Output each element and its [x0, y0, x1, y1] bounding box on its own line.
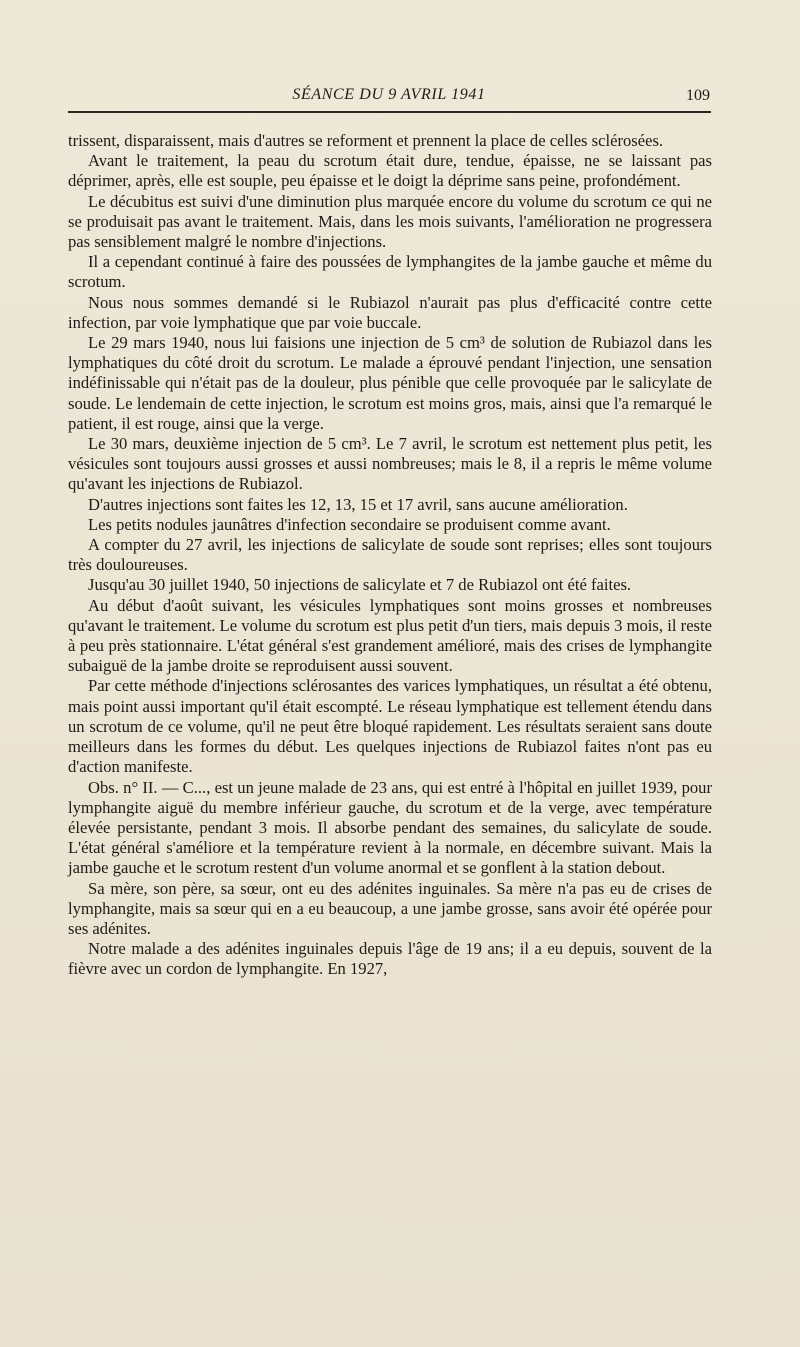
paragraph: Il a cependant continué à faire des poussées de lymphangites de la jambe gauche et même du scrotum.	[68, 252, 712, 292]
paragraph: D'autres injections sont faites les 12, 13, 15 et 17 avril, sans aucune amélioration.	[88, 494, 628, 514]
paragraph: Notre malade a des adénites inguinales depuis l'âge de 19 ans; il a eu depuis, souvent de la fièvre avec un cordon de lymphangite. En 1927,	[68, 939, 712, 979]
paragraph: trissent, disparaissent, mais d'autres se reforment et prennent la place de celles sclérosées.	[68, 131, 664, 150]
header-rule	[68, 111, 711, 113]
paragraph: Par cette méthode d'injections sclérosantes des varices lymphatiques, un résultat a été obtenu, mais point aussi important qu'il était escompté. Le réseau lymphatique est tellement étendu dans un scrotum de ce volume, qu'il ne peut être bloqué rapidement. Les résultats seraient sans doute meilleurs dans les formes du début. Les quelques injections de Rubiazol faites n'ont pas eu d'action manifeste.	[68, 676, 712, 777]
paragraph: Sa mère, son père, sa sœur, ont eu des adénites inguinales. Sa mère n'a pas eu de crises de lymphangite, mais sa sœur qui en a eu beaucoup, a une jambe grosse, sans avoir été opérée pour ses adénites.	[68, 878, 712, 938]
running-head: SÉANCE DU 9 AVRIL 1941	[292, 86, 486, 103]
paragraph: Le 29 mars 1940, nous lui faisions une injection de 5 cm³ de solution de Rubiazol dans les lymphatiques du côté droit du scrotum. Le malade a éprouvé pendant l'injection, une sensation indéfinissable qui n'était pas de la douleur, plus pénible que celle provoquée par le salicylate de soude. Le lendemain de cette injection, le scrotum est moins gros, mais, ainsi que l'a remarqué le patient, il est rouge, ainsi que la verge.	[68, 333, 712, 433]
paragraph: Les petits nodules jaunâtres d'infection secondaire se produisent comme avant.	[88, 514, 611, 534]
paragraph: Jusqu'au 30 juillet 1940, 50 injections de salicylate et 7 de Rubiazol ont été faites.	[88, 575, 632, 595]
paragraph: A compter du 27 avril, les injections de salicylate de soude sont reprises; elles sont toujours très douloureuses.	[68, 535, 712, 575]
paragraph: Nous nous sommes demandé si le Rubiazol n'aurait pas plus d'efficacité contre cette infection, par voie lymphatique que par voie buccale.	[68, 292, 712, 332]
paragraph: Avant le traitement, la peau du scrotum était dure, tendue, épaisse, ne se laissant pas déprimer, après, elle est souple, peu épaisse et le doigt la déprime sans peine, profondément.	[68, 151, 712, 191]
paragraph: Le décubitus est suivi d'une diminution plus marquée encore du volume du scrotum ce qui ne se produisait pas avant le traitement. Mais, dans les mois suivants, l'amélioration ne progressera pas sensiblement malgré le nombre d'injections.	[68, 191, 712, 252]
page-header	[66, 86, 712, 110]
paragraph: Au début d'août suivant, les vésicules lymphatiques sont moins grosses et nombreuses qu'avant le traitement. Le volume du scrotum est plus petit d'un tiers, mais depuis 3 mois, il reste à peu près stationnaire. L'état général s'est grandement amélioré, mais des crises de lymphangite subaiguë de la jambe droite se reproduisent aussi souvent.	[68, 595, 712, 676]
body-text	[68, 131, 712, 980]
paragraph: Le 30 mars, deuxième injection de 5 cm³. Le 7 avril, le scrotum est nettement plus petit, les vésicules sont toujours aussi grosses et aussi nombreuses; mais le 8, il a repris le même volume qu'avant les injections de Rubiazol.	[68, 434, 712, 494]
paragraph-observation-2: Obs. n° II. — C..., est un jeune malade de 23 ans, qui est entré à l'hôpital en juillet 1939, pour lymphangite aiguë du membre inférieur gauche, du scrotum et de la verge, avec température élevée persistante, pendant 3 mois. Il absorbe pendant des semaines, du salicylate de soude. L'état général s'améliore et la température revient à la normale, en décembre suivant. Mais la jambe gauche et le scrotum restent d'un volume anormal et se gonflent à la station debout.	[68, 777, 712, 878]
page-number: 109	[686, 87, 710, 104]
